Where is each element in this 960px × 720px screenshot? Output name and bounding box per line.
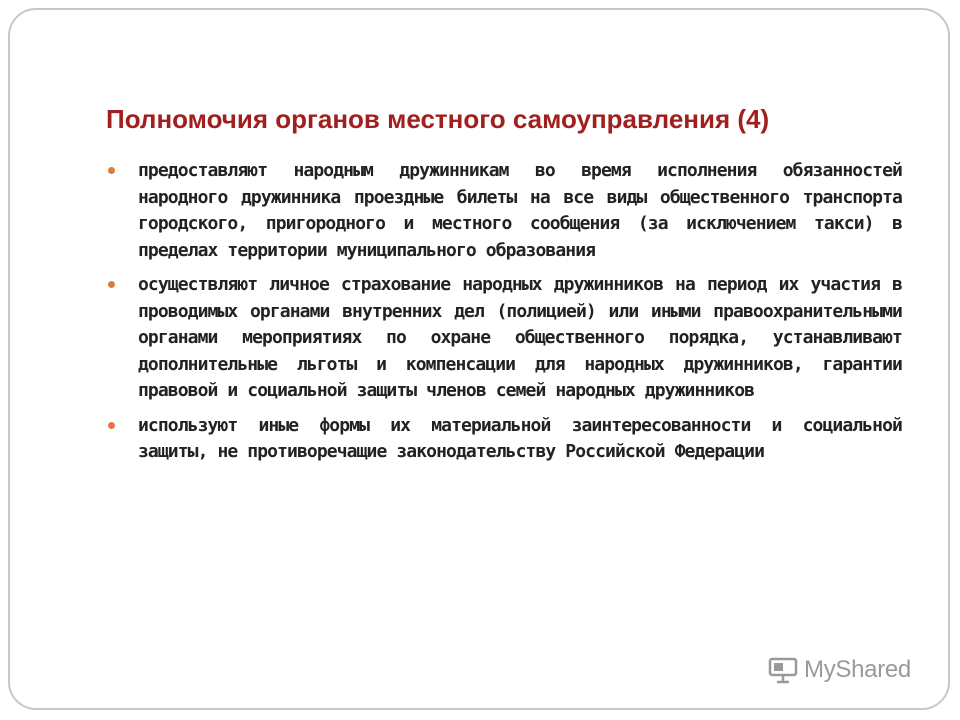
watermark-logo [768, 656, 911, 684]
bullet-list [108, 158, 902, 474]
slide-title: Полномочия органов местного самоуправления (4) [106, 104, 770, 134]
list-item-text: осуществляют личное страхование народных дружинников на период их участия в проводимых органами внутренних дел (полицией) или иными правоохранительными органами мероприятиях по охране общественного порядка, устанавливают дополнительные льготы и компенсации для народных дружинников, гарантии правовой и социальной защиты членов семей народных дружинников [138, 274, 902, 401]
list-item [108, 413, 902, 466]
bullet-icon [108, 167, 115, 174]
watermark-text: MyShared [804, 656, 911, 683]
list-item [108, 158, 902, 264]
list-item-text: используют иные формы их материальной заинтересованности и социальной защиты, не противоречащие законодательству Российской Федерации [138, 414, 902, 462]
list-item [108, 272, 902, 405]
presentation-board-icon [768, 656, 798, 684]
bullet-icon [108, 281, 115, 288]
bullet-icon [108, 422, 115, 429]
list-item-text: предоставляют народным дружинникам во время исполнения обязанностей народного дружинника проездные билеты на все виды общественного транспорта городского, пригородного и местного сообщения (за исключением такси) в пределах территории муниципального образования [138, 160, 902, 261]
